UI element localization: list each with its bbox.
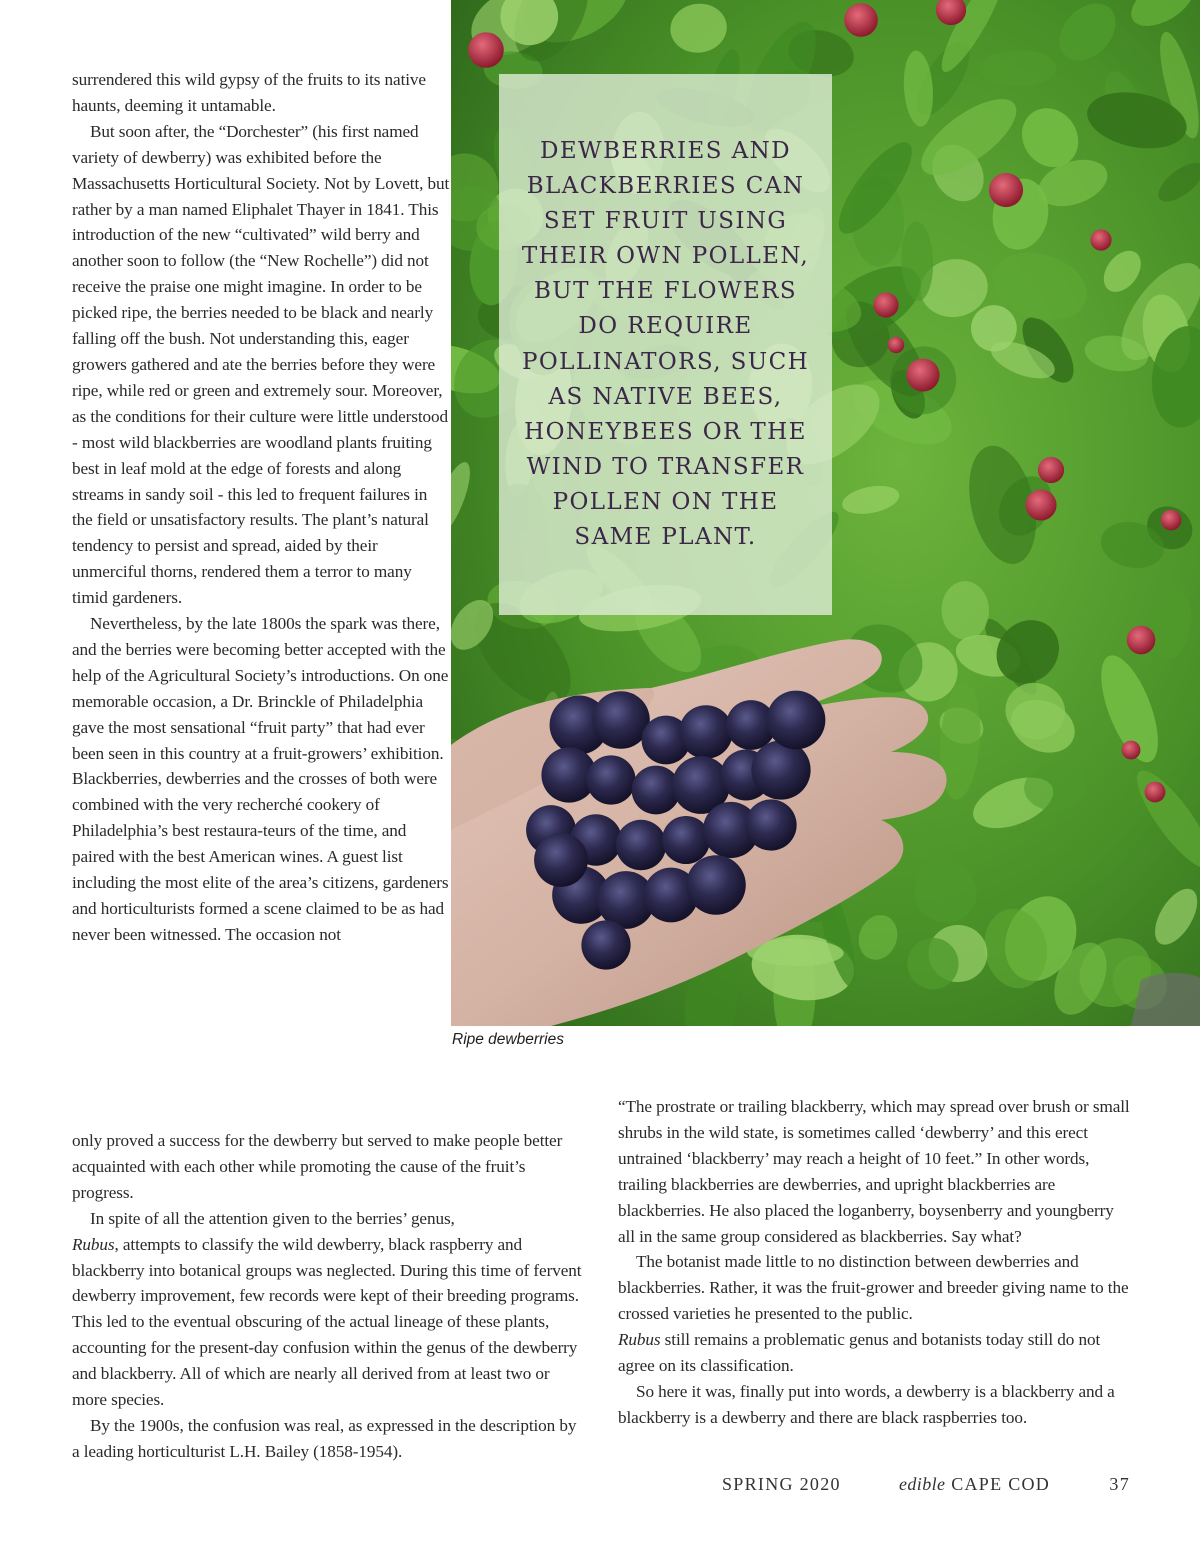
text-run: , attempts to classify the wild dewberry, black raspberry and blackberry into botanical groups was neglected. During this time of fervent dewberry improvement, few records were kept of their breeding programs. This led to the eventual obscuring of the actual lineage of these plants, accounting for the present-day confusion within the genus of the dewberry and blackberry. All of which are nearly all derived from at least two or more species. bbox=[72, 1234, 582, 1410]
page-number: 37 bbox=[1109, 1474, 1130, 1494]
red-berry bbox=[1161, 510, 1182, 531]
dewberry bbox=[534, 833, 588, 887]
red-berry bbox=[1025, 489, 1056, 520]
dewberry bbox=[616, 820, 666, 870]
dewberry bbox=[586, 755, 635, 804]
red-berry bbox=[906, 358, 939, 391]
red-berry bbox=[989, 173, 1023, 207]
article-paragraph bbox=[72, 1206, 582, 1413]
article-paragraph: only proved a success for the dewberry but served to make people better acquainted with each other while promoting the cause of the fruit’s progress. bbox=[72, 1131, 563, 1202]
text-run: The botanist made little to no distinction between dewberries and blackberries. Rather, it was the fruit-grower and breeder giving name to the crossed varieties he presented to the public. bbox=[618, 1252, 1129, 1324]
article-column-right bbox=[618, 1094, 1133, 1431]
pull-quote: DEWBERRIES AND BLACKBERRIES CAN SET FRUIT USING THEIR OWN POLLEN, BUT THE FLOWERS DO REQUIRE POLLINATORS, SUCH AS NATIVE BEES, HONEYBEES OR THE WIND TO TRANSFER POLLEN ON THE SAME PLANT. bbox=[521, 137, 810, 550]
issue-label: SPRING 2020 bbox=[722, 1474, 841, 1494]
text-run: still remains a problematic genus and botanists today still do not agree on its classification. bbox=[618, 1330, 1101, 1376]
dewberry bbox=[745, 799, 796, 850]
article-paragraph: So here it was, finally put into words, a dewberry is a blackberry and a blackberry is a dewberry and there are black raspberries too. bbox=[618, 1381, 1115, 1427]
genus-name: Rubus bbox=[618, 1330, 661, 1350]
red-berry bbox=[873, 292, 898, 317]
article-paragraph: surrendered this wild gypsy of the fruits to its native haunts, deeming it untamable. bbox=[72, 70, 426, 115]
leaf bbox=[980, 50, 1056, 86]
genus-name: Rubus bbox=[72, 1234, 115, 1254]
stone bbox=[1131, 973, 1200, 1026]
red-berry bbox=[844, 3, 878, 37]
red-berry bbox=[1038, 457, 1064, 483]
red-berry bbox=[468, 32, 504, 68]
article-paragraph: By the 1900s, the confusion was real, as expressed in the description by a leading horticulturist L.H. Bailey (1858-1954). bbox=[72, 1415, 577, 1461]
dewberry bbox=[767, 691, 826, 750]
dewberry bbox=[679, 705, 733, 759]
dewberry bbox=[686, 855, 746, 915]
magazine-name-italic: edible bbox=[899, 1474, 946, 1494]
magazine-name-rest: CAPE COD bbox=[945, 1474, 1051, 1494]
article-paragraph: Nevertheless, by the late 1800s the spark was there, and the berries were becoming better accepted with the help of the Agricultural Society’s introductions. On one memorable occasion, a Dr. Brinckle of Philadelphia gave the most sensational “fruit party” that had ever been seen in this country at a fruit-growers’ exhibition. Blackberries, dewberries and the crosses of both were combined with the very recherché cookery of Philadelphia’s best restaura-teurs of the time, and paired with the best American wines. A guest list including the most elite of the area’s citizens, gardeners and horticulturists formed a scene claimed to be as had never been witnessed. The occasion not bbox=[72, 614, 449, 944]
red-berry bbox=[1145, 782, 1166, 803]
article-paragraph bbox=[618, 1249, 1133, 1379]
dewberry bbox=[662, 816, 710, 864]
dewberry bbox=[592, 691, 650, 749]
dewberry bbox=[581, 920, 630, 969]
article-paragraph: But soon after, the “Dorchester” (his first named variety of dewberry) was exhibited before the Massachusetts Horticultural Society. Not by Lovett, but rather by a man named Eliphalet Thayer in 1841. This introduction of the new “cultivated” wild berry and another soon to follow (the “New Rochelle”) did not receive the praise one might imagine. In order to be picked ripe, the berries needed to be black and nearly falling off the bush. Not understanding this, eager growers gathered and ate the berries before they were ripe, while red or green and extremely sour. Moreover, as the conditions for their culture were little understood - most wild blackberries are woodland plants fruiting best in leaf mold at the edge of forests and along streams in sandy soil - this led to frequent failures in the field or unsatisfactory results. The plant’s natural tendency to persist and spread, aided by their unmerciful thorns, rendered them a terror to many timid gardeners. bbox=[72, 121, 450, 608]
red-berry bbox=[1090, 229, 1111, 250]
dewberry bbox=[751, 740, 810, 799]
pull-quote-box bbox=[499, 74, 832, 615]
article-paragraph: “The prostrate or trailing blackberry, which may spread over brush or small shrubs in the wild state, is sometimes called ‘dewberry’ and this erect untrained ‘blackberry’ may reach a height of 10 feet.” In other words, trailing blackberries are dewberries, and upright blackberries are blackberries. He also placed the loganberry, boysenberry and youngberry all in the same group considered as blackberries. Say what? bbox=[618, 1097, 1130, 1246]
text-run: In spite of all the attention given to the berries’ genus, bbox=[90, 1208, 455, 1228]
article-column-left-bottom bbox=[72, 1128, 582, 1465]
red-berry bbox=[1127, 626, 1156, 655]
red-berry bbox=[888, 337, 904, 353]
red-berry bbox=[1122, 741, 1141, 760]
magazine-name bbox=[899, 1474, 1050, 1495]
article-column-left-top bbox=[72, 67, 450, 948]
photo-caption: Ripe dewberries bbox=[452, 1031, 564, 1048]
